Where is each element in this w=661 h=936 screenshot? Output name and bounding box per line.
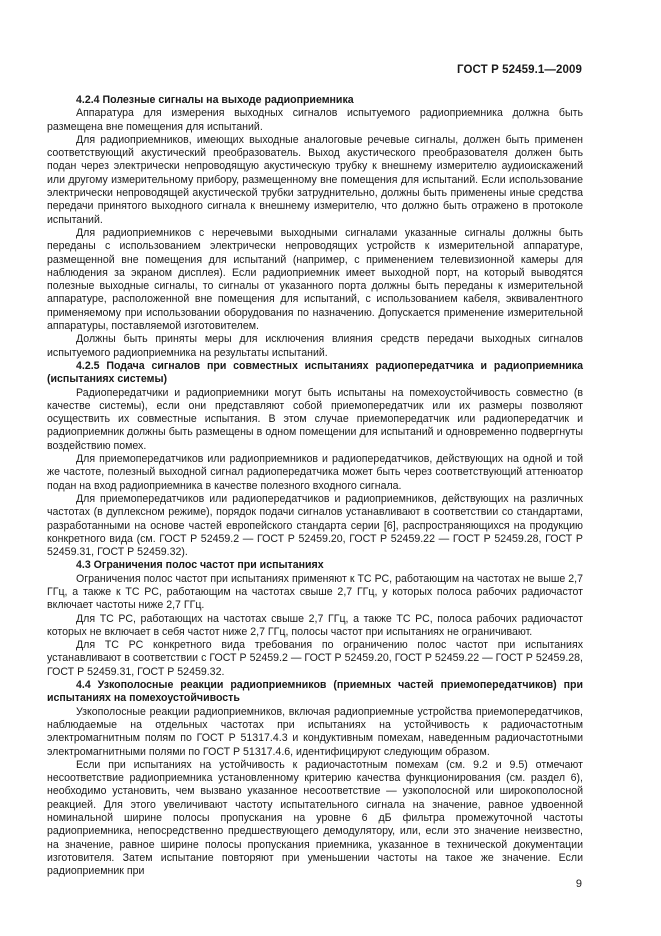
page-number: 9 [575,878,582,890]
paragraph: Для приемопередатчиков или радиопередатчиков и радиоприемников, действующих на различных частотах (в дуплексном режиме), порядок подачи сигналов устанавливают в соответствии со стандартами, разработанными на основе частей европейского стандарта серии [6], распространяющихся на продукцию конкретного вида (см. ГОСТ Р 52459.2 — ГОСТ Р 52459.20, ГОСТ Р 52459.22 — ГОСТ Р 52459.28, ГОСТ Р 52459.31, ГОСТ Р 52459.32). [47,492,583,559]
paragraph: Радиопередатчики и радиоприемники могут быть испытаны на помехоустойчивость совместно (в качестве системы), если они представляют собой приемопередатчик или их размеры позволяют осуществить их совместные испытания. В этом случае приемопередатчик или радиопередатчик и радиоприемник должны быть размещены в одном помещении для испытаний и одновременно подвергнуты воздействию помех. [47,386,583,452]
paragraph: Аппаратура для измерения выходных сигналов испытуемого радиоприемника должна быть размещена вне помещения для испытаний. [47,107,583,133]
section-heading: 4.2.5 Подача сигналов при совместных испытаниях радиопередатчика и радиоприемника (испытаниях системы) [47,359,583,386]
section-heading: 4.3 Ограничения полос частот при испытаниях [76,559,324,572]
paragraph: Для радиоприемников, имеющих выходные аналоговые речевые сигналы, должен быть применен соответствующий акустический преобразователь. Выход акустического преобразователя должен быть подан через электрически непроводящую акустическую трубку к внешнему измерителю аудиоискажений или другому измерительному прибору, размещенному вне помещения для испытаний. Если использование электрически непроводящей акустической трубки затруднительно, должны быть применены иные средства передачи принятого выходного сигнала к внешнему измерителю, что должно быть отражено в протоколе испытаний. [47,133,583,226]
document-body [47,94,583,879]
paragraph: Для приемопередатчиков или радиоприемников и радиопередатчиков, действующих на одной и той же частоте, полезный выходной сигнал радиопередатчика может быть через соответствующий аттенюатор подан на вход радиоприемника в качестве полезного входного сигнала. [47,453,583,492]
section-heading: 4.4 Узкополосные реакции радиоприемников (приемных частей приемопередатчиков) при испытаниях на помехоустойчивость [47,679,583,705]
paragraph: Для радиоприемников с неречевыми выходными сигналами указанные сигналы должны быть переданы с использованием электрически непроводящих устройств к измерительной аппаратуре, размещенной вне помещения для испытаний (например, с применением телевизионной камеры для наблюдения за экраном дисплея). Если радиоприемник имеет выходной порт, на который выводятся полезные выходные сигналы, то сигналы от указанного порта должны быть переданы к измерительной аппаратуре, расположенной вне помещения для испытаний, с использованием кабеля, эквивалентного применяемому при использовании оборудования по назначению. Допускается применение измерительной аппаратуры, поставляемой изготовителем. [47,226,583,333]
paragraph: Для ТС РС, работающих на частотах свыше 2,7 ГГц, а также ТС РС, полоса рабочих радиочастот которых не включает в себя частот ниже 2,7 ГГц, полосы частот при испытаниях не ограничивают. [47,612,583,638]
document-code: ГОСТ Р 52459.1—2009 [457,64,582,76]
paragraph: Если при испытаниях на устойчивость к радиочастотным помехам (см. 9.2 и 9.5) отмечают несоответствие радиоприемника установленному критерию качества функционирования (см. раздел 6), необходимо установить, чем вызвано указанное несоответствие — узкополосной или широкополосной реакцией. Для этого увеличивают частоту испытательного сигнала на значение, равное удвоенной номинальной ширине полосы пропускания на уровне 6 дБ фильтра промежуточной частоты радиоприемника, непосредственно предшествующего демодулятору, или, если это значение неизвестно, на значение, равное ширине полосы пропускания приемника, указанное в технической документации изготовителя. Затем испытание повторяют при уменьшении частоты на такое же значение. Если радиоприемник при [47,758,583,878]
paragraph: Должны быть приняты меры для исключения влияния средств передачи выходных сигналов испытуемого радиоприемника на результаты испытаний. [47,333,583,359]
paragraph: Ограничения полос частот при испытаниях применяют к ТС РС, работающим на частотах не выше 2,7 ГГц, а также к ТС РС, работающим на частотах свыше 2,7 ГГц, у которых полоса рабочих радиочастот включает частоты ниже 2,7 ГГц. [47,572,583,612]
section-heading: 4.2.4 Полезные сигналы на выходе радиоприемника [76,94,354,106]
paragraph: Узкополосные реакции радиоприемников, включая радиоприемные устройства приемопередатчиков, наблюдаемые на отдельных частотах при испытаниях на устойчивость к радиочастотным электромагнитным полям по ГОСТ Р 51317.4.3 и кондуктивным помехам, наведенным радиочастотными электромагнитными полями по ГОСТ Р 51317.4.6, идентифицируют следующим образом. [47,705,583,758]
paragraph: Для ТС РС конкретного вида требования по ограничению полос частот при испытаниях устанавливают в соответствии с ГОСТ Р 52459.2 — ГОСТ Р 52459.20, ГОСТ Р 52459.22 — ГОСТ Р 52459.28, ГОСТ Р 52459.31, ГОСТ Р 52459.32. [47,639,583,678]
